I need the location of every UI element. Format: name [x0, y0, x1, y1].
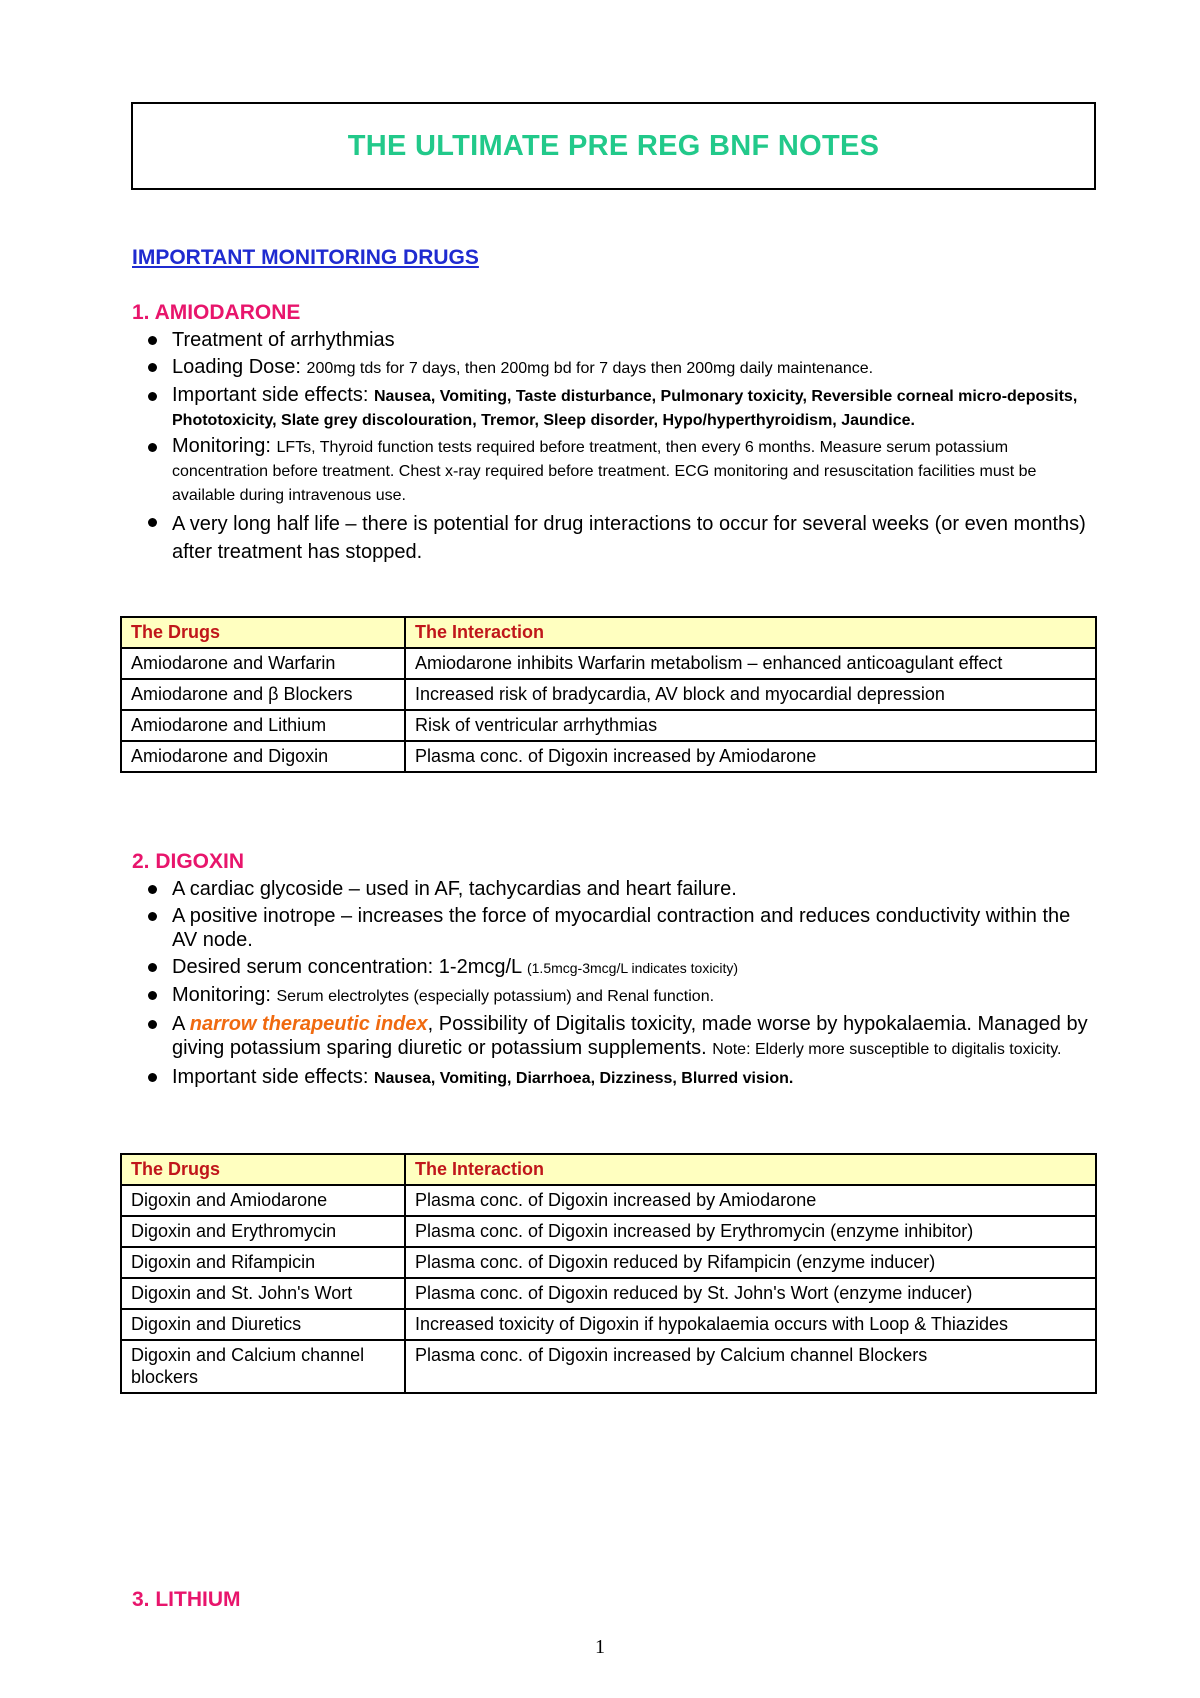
- list-item: Important side effects: Nausea, Vomiting, Taste disturbance, Pulmonary toxicity, Reversible corneal micro-deposits, Phototoxicity, Slate grey discolouration, Tremor, Sleep disorder, Hypo/hyperthyroidism, Jaundice.: [146, 384, 1096, 432]
- amiodarone-heading: 1. AMIODARONE: [132, 301, 301, 324]
- table-row: Amiodarone and β Blockers Increased risk of bradycardia, AV block and myocardial depression: [121, 679, 1096, 710]
- title-box: [131, 102, 1096, 190]
- table-header-row: [121, 1154, 1096, 1185]
- list-item: Important side effects: Nausea, Vomiting, Diarrhoea, Dizziness, Blurred vision.: [146, 1065, 1096, 1091]
- list-item: Loading Dose: 200mg tds for 7 days, then 200mg bd for 7 days then 200mg daily maintenance.: [146, 355, 1096, 381]
- table-row: Digoxin and Amiodarone Plasma conc. of Digoxin increased by Amiodarone: [121, 1185, 1096, 1216]
- table-row: Digoxin and Rifampicin Plasma conc. of Digoxin reduced by Rifampicin (enzyme inducer): [121, 1247, 1096, 1278]
- amiodarone-bullets: [146, 328, 1096, 569]
- table-row: Digoxin and St. John's Wort Plasma conc. of Digoxin reduced by St. John's Wort (enzyme inducer): [121, 1278, 1096, 1309]
- table-row: Digoxin and Diuretics Increased toxicity of Digoxin if hypokalaemia occurs with Loop & Thiazides: [121, 1309, 1096, 1340]
- digoxin-interactions-table: [120, 1153, 1097, 1394]
- list-item: A positive inotrope – increases the force of myocardial contraction and reduces conductivity within the AV node.: [146, 904, 1096, 952]
- table-row: Amiodarone and Warfarin Amiodarone inhibits Warfarin metabolism – enhanced anticoagulant effect: [121, 648, 1096, 679]
- header-interaction: The Interaction: [405, 1154, 1096, 1185]
- list-item: A narrow therapeutic index, Possibility of Digitalis toxicity, made worse by hypokalaemia. Managed by giving potassium sparing diuretic or potassium supplements. Note: Elderly more susceptible to digitalis toxicity.: [146, 1012, 1096, 1062]
- table-row: Digoxin and Erythromycin Plasma conc. of Digoxin increased by Erythromycin (enzyme inhibitor): [121, 1216, 1096, 1247]
- list-item: Treatment of arrhythmias: [146, 328, 1096, 352]
- digoxin-heading: 2. DIGOXIN: [132, 850, 245, 873]
- lithium-heading: 3. LITHIUM: [132, 1588, 241, 1611]
- header-drugs: The Drugs: [121, 617, 405, 648]
- page-number: 1: [595, 1636, 605, 1658]
- amiodarone-interactions-table: [120, 616, 1097, 773]
- table-row: Amiodarone and Digoxin Plasma conc. of Digoxin increased by Amiodarone: [121, 741, 1096, 772]
- table-row: Amiodarone and Lithium Risk of ventricular arrhythmias: [121, 710, 1096, 741]
- narrow-therapeutic-index-emphasis: narrow therapeutic index: [189, 1013, 428, 1035]
- list-item: Desired serum concentration: 1-2mcg/L (1.5mcg-3mcg/L indicates toxicity): [146, 955, 1096, 980]
- list-item: A very long half life – there is potential for drug interactions to occur for several weeks (or even months) after treatment has stopped.: [146, 510, 1096, 566]
- header-drugs: The Drugs: [121, 1154, 405, 1185]
- document-title: THE ULTIMATE PRE REG BNF NOTES: [347, 129, 880, 162]
- table-row: Digoxin and Calcium channel blockers Plasma conc. of Digoxin increased by Calcium channel Blockers: [121, 1340, 1096, 1393]
- list-item: A cardiac glycoside – used in AF, tachycardias and heart failure.: [146, 877, 1096, 901]
- digoxin-bullets: [146, 877, 1096, 1094]
- table-header-row: [121, 617, 1096, 648]
- list-item: Monitoring: Serum electrolytes (especially potassium) and Renal function.: [146, 983, 1096, 1009]
- header-interaction: The Interaction: [405, 617, 1096, 648]
- section-heading: IMPORTANT MONITORING DRUGS: [132, 246, 479, 269]
- list-item: Monitoring: LFTs, Thyroid function tests required before treatment, then every 6 months. Measure serum potassium concentration before treatment. Chest x-ray required before treatment. ECG monitoring and resuscitation facilities must be available during intravenous use.: [146, 435, 1096, 507]
